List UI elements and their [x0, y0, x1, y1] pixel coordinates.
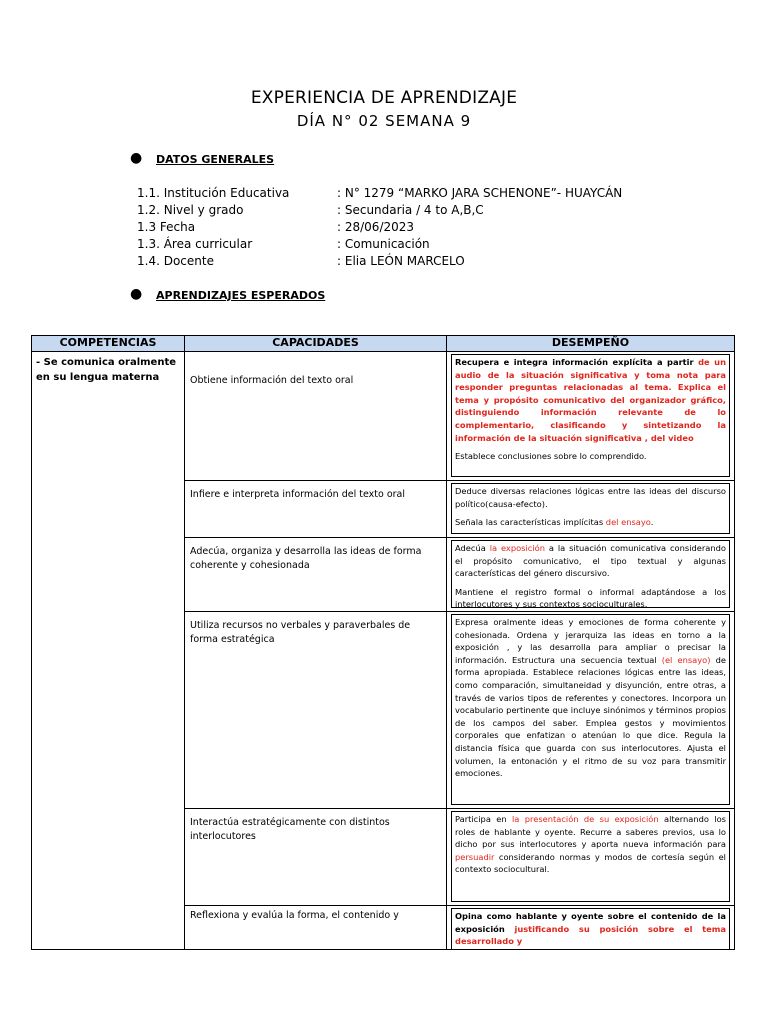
section-title: DATOS GENERALES — [156, 153, 275, 166]
desempeno-cell — [447, 481, 735, 538]
bullet-icon: ● — [130, 286, 143, 302]
competencia-cell: - Se comunica oralmente en su lengua materna — [32, 352, 185, 950]
desempeno-cell — [447, 538, 735, 612]
capacidad-cell: Utiliza recursos no verbales y paraverbales de forma estratégica — [185, 612, 447, 809]
bullet-icon: ● — [130, 150, 143, 166]
desempeno-cell — [447, 809, 735, 906]
header-capacidades: CAPACIDADES — [185, 336, 447, 352]
info-value: : Secundaria / 4 to A,B,C — [337, 203, 484, 217]
table-header-row — [32, 336, 735, 352]
desempeno-paragraph: Participa en la presentación de su exposición alternando los roles de hablante y oyente. Recurre a saberes previos, usa lo dicho por sus interlocutores y aporta nueva información para persuadir considerando normas y modos de cortesía según el contexto sociocultural. — [455, 814, 726, 875]
table-row — [32, 352, 735, 481]
header-competencias: COMPETENCIAS — [32, 336, 185, 352]
info-label: 1.3. Área curricular — [137, 237, 253, 251]
desempeno-paragraph: Opina como hablante y oyente sobre el contenido de la exposición justificando su posición sobre el tema desarrollado y — [455, 911, 726, 947]
info-label: 1.4. Docente — [137, 254, 214, 268]
capacidad-cell: Adecúa, organiza y desarrolla las ideas de forma coherente y cohesionada — [185, 538, 447, 612]
desempeno-box — [451, 908, 730, 949]
capacidad-cell: Infiere e interpreta información del texto oral — [185, 481, 447, 538]
document-subtitle: DÍA N° 02 SEMANA 9 — [296, 112, 472, 130]
desempeno-paragraph: Establece conclusiones sobre lo comprendido. — [455, 451, 647, 462]
desempeno-paragraph: Adecúa la exposición a la situación comunicativa considerando el propósito comunicativo, el tipo textual y algunas características del género discursivo. — [455, 543, 726, 579]
info-label: 1.1. Institución Educativa — [137, 186, 290, 200]
learning-table — [31, 335, 735, 950]
desempeno-box — [451, 483, 730, 534]
header-desempeno: DESEMPEÑO — [447, 336, 735, 352]
desempeno-paragraph: Deduce diversas relaciones lógicas entre las ideas del discurso político(causa-efecto). — [455, 486, 726, 509]
desempeno-box — [451, 811, 730, 902]
capacidad-cell: Interactúa estratégicamente con distintos interlocutores — [185, 809, 447, 906]
section-aprendizajes-esperados — [130, 286, 326, 302]
info-value: : Comunicación — [337, 237, 430, 251]
desempeno-paragraph: Expresa oralmente ideas y emociones de forma coherente y cohesionada. Ordena y jerarquiza las ideas en torno a la exposición , y las desarrolla para ampliar o precisar la información. Estructura una secuencia textual (el ensayo) de forma apropiada. Establece relaciones lógicas entre las ideas, como comparación, simultaneidad y disyunción, entre otras, a través de varios tipos de referentes y conectores. Incorpora un vocabulario pertinente que incluye sinónimos y términos propios de los campos del saber. Emplea gestos y movimientos corporales que enfatizan o atenúan lo que dice. Regula la distancia física que guarda con sus interlocutores. Ajusta el volumen, la entonación y el ritmo de su voz para transmitir emociones. — [455, 617, 726, 779]
document-title: EXPERIENCIA DE APRENDIZAJE — [250, 88, 518, 108]
desempeno-box — [451, 354, 730, 477]
info-value: : N° 1279 “MARKO JARA SCHENONE”- HUAYCÁN — [337, 186, 623, 200]
section-title: APRENDIZAJES ESPERADOS — [156, 289, 326, 302]
desempeno-box — [451, 540, 730, 608]
desempeno-cell — [447, 352, 735, 481]
desempeno-paragraph: Señala las características implícitas del ensayo. — [455, 517, 654, 528]
info-label: 1.3 Fecha — [137, 220, 196, 234]
capacidad-cell: Reflexiona y evalúa la forma, el contenido y — [185, 906, 447, 950]
desempeno-cell — [447, 612, 735, 809]
section-datos-generales — [130, 150, 275, 166]
desempeno-paragraph: Mantiene el registro formal o informal adaptándose a los interlocutores y sus contextos socioculturales. — [455, 586, 726, 610]
desempeno-paragraph: Recupera e integra información explícita a partir de un audio de la situación significativa y toma nota para responder preguntas relacionadas al tema. Explica el tema y propósito comunicativo del organizador gráfico, distinguiendo información relevante de lo complementario, clasificando y sintetizando la información de la situación significativa , del video — [455, 357, 727, 443]
info-value: : 28/06/2023 — [337, 220, 415, 234]
capacidad-cell: Obtiene información del texto oral — [185, 352, 447, 481]
desempeno-box — [451, 614, 730, 805]
info-label: 1.2. Nivel y grado — [137, 203, 244, 217]
info-value: : Elia LEÓN MARCELO — [337, 254, 465, 268]
desempeno-cell — [447, 906, 735, 950]
